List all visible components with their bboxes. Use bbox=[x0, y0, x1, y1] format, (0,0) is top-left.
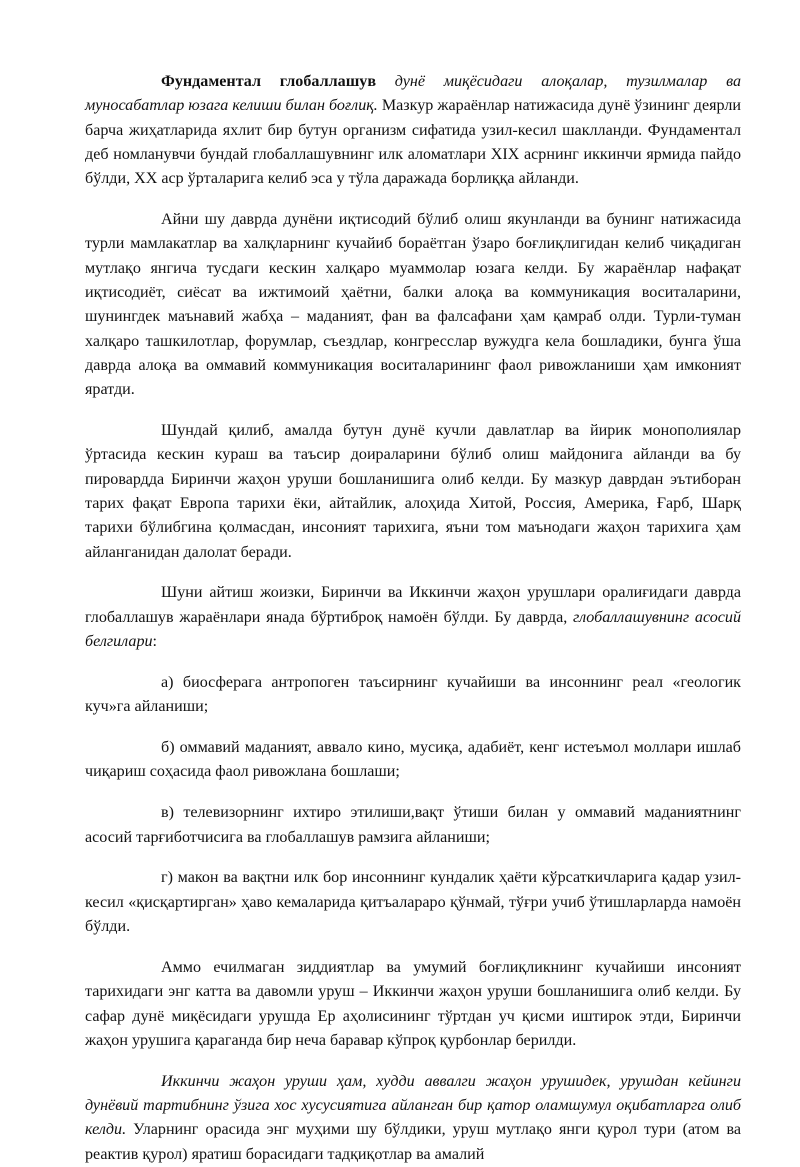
text-run: : bbox=[152, 633, 158, 651]
term-fundamental-globalization: Фундаментал глобаллашув bbox=[161, 73, 377, 90]
consequences-italic: Иккинчи жаҳон уруши ҳам, худди аввалги жаҳон урушидек, урушдан кейинги дунёвий тартибнинг ўзига хос хусусиятига айланган бир қатор оламшумул оқибатларга олиб келди. bbox=[85, 1072, 741, 1139]
text-run: Шуни айтиш жоизки, Биринчи ва Иккинчи жаҳон урушлари оралиғидаги даврда глобаллашув жараёнлари янада бўртиброқ намоён бўлди. Бу даврда, bbox=[85, 584, 741, 626]
list-item-b bbox=[85, 736, 741, 785]
text-run: г) макон ва вақтни илк бор инсоннинг кундалик ҳаёти кўрсаткичларига қадар узил-кесил «қисқартирган» ҳаво кемаларида қитъалараро қўнмай, тўғри учиб ўтишларларда намоён бўлди. bbox=[85, 869, 741, 936]
paragraph-fundamental-globalization bbox=[85, 70, 741, 191]
text-run: б) оммавий маданият, аввало кино, мусиқа, адабиёт, кенг истеъмол моллари ишлаб чиқариш соҳасида фаол ривожлана бошлаши; bbox=[85, 739, 741, 781]
definition-italic: дунё миқёсидаги алоқалар, тузилмалар ва муносабатлар юзага келиши билан боғлиқ. bbox=[85, 73, 741, 115]
list-item-v bbox=[85, 801, 741, 850]
text-run bbox=[376, 73, 395, 90]
paragraph-world-war-two bbox=[85, 956, 741, 1053]
text-run: а) биосферага антропоген таъсирнинг кучайиши ва инсоннинг реал «геологик куч»га айланиши; bbox=[85, 673, 741, 716]
list-item-a bbox=[85, 671, 741, 720]
text-run: Шундай қилиб, амалда бутун дунё кучли давлатлар ва йирик монополиялар ўртасида кескин кураш ва таъсир доираларини бўлиб олиш майдонига айланди ва бу пировардда Биринчи жаҳон уруши бошланишига олиб келди. Бу мазкур даврдан эътиборан тарих фақат Европа тарихи ёки, айтайлик, алоҳида Хитой, Россия, Америка, Ғарб, Шарқ тарихи бўлибгина қолмасдан, инсоният тарихига, яъни том маънодаги жаҳон тарихига ҳам айланганидан далолат беради. bbox=[85, 422, 741, 561]
list-item-g bbox=[85, 866, 741, 939]
paragraph-interwar-period bbox=[85, 581, 741, 654]
text-run: Мазкур жараёнлар натижасида дунё ўзининг деярли барча жиҳатларида яхлит бир бутун организм сифатида узил-кесил шаклланди. Фундаментал деб номланувчи бундай глобаллашувнинг илк аломатлари XIX асрнинг иккинчи ярмида пайдо бўлди, XX аср ўрталарига келиб эса у тўла даражада борлиққа айланди. bbox=[85, 97, 741, 188]
paragraph-world-war-one bbox=[85, 419, 741, 565]
text-run: в) телевизорнинг ихтиро этилиши,вақт ўтиши билан у оммавий маданиятнинг асосий тарғиботчисига ва глобаллашув рамзига айланиши; bbox=[85, 804, 741, 846]
text-run: Айни шу даврда дунёни иқтисодий бўлиб олиш якунланди ва бунинг натижасида турли мамлакатлар ва халқларнинг кучайиб бораётган ўзаро боғлиқлигидан келиб чиқадиган мутлақо янгича тусдаги кескин халқаро муаммолар юзага келди. Бу жараёнлар нафақат иқтисодиёт, сиёсат ва ижтимоий ҳаётни, балки алоқа ва коммуникация воситаларини, шунингдек маънавий жабҳа – маданият, фан ва фалсафани ҳам қамраб олди. Турли-туман халқаро ташкилотлар, форумлар, съездлар, конгресслар вужудга кела бошладики, бунга ўша даврда алоқа ва оммавий коммуникация воситаларининг фаол ривожланиши ҳам имконият яратди. bbox=[85, 211, 741, 399]
key-features-italic: глобаллашувнинг асосий белгилари bbox=[85, 608, 741, 651]
text-run: Аммо ечилмаган зиддиятлар ва умумий боғлиқликнинг кучайиши инсоният тарихидаги энг катта ва давомли уруш – Иккинчи жаҳон уруши бошланишига олиб келди. Бу сафар дунё миқёсидаги урушда Ер аҳолисининг тўртдан уч қисми иштирок этди, Биринчи жаҳон урушига қараганда бир неча баравар кўпроқ қурбонлар берилди. bbox=[85, 958, 741, 1049]
paragraph-economic-division bbox=[85, 208, 741, 402]
text-run: Уларнинг орасида энг муҳими шу бўлдики, уруш мутлақо янги қурол тури (атом ва реактив қурол) яратиш борасидаги тадқиқотлар ва амалий bbox=[85, 1121, 741, 1163]
paragraph-war-consequences bbox=[85, 1070, 741, 1167]
